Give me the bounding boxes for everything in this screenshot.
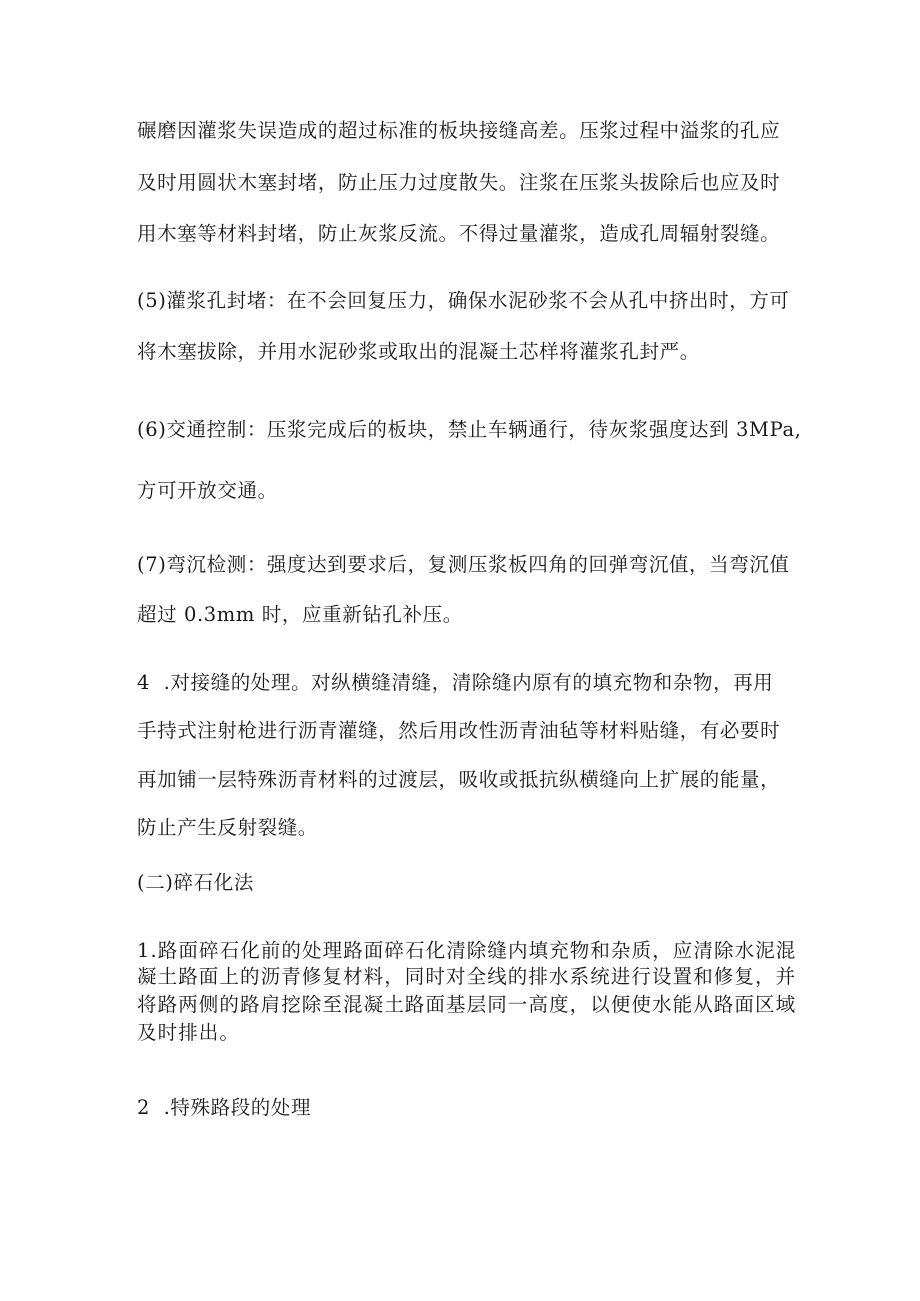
paragraph-line: (6)交通控制：压浆完成后的板块，禁止车辆通行，待灰浆强度达到 3MPa, xyxy=(137,418,802,441)
paragraph-line: 4 .对接缝的处理。对纵横缝清缝，清除缝内原有的填充物和杂物，再用 xyxy=(137,671,774,694)
paragraph-line: 用木塞等材料封堵，防止灰浆反流。不得过量灌浆，造成孔周辐射裂缝。 xyxy=(137,222,781,245)
paragraph-line: 碾磨因灌浆失误造成的超过标准的板块接缝高差。压浆过程中溢浆的孔应 xyxy=(137,119,781,142)
paragraph-line: 及时用圆状木塞封堵，防止压力过度散失。注浆在压浆头拔除后也应及时 xyxy=(137,171,781,194)
paragraph-line: 2 .特殊路段的处理 xyxy=(137,1096,312,1119)
paragraph-line: 将木塞拔除，并用水泥砂浆或取出的混凝土芯样将灌浆孔封严。 xyxy=(137,340,700,363)
paragraph-line: 将路两侧的路肩挖除至混凝土路面基层同一高度，以便使水能从路面区域 xyxy=(137,993,797,1016)
paragraph-line: 1.路面碎石化前的处理路面碎石化清除缝内填充物和杂质，应清除水泥混 xyxy=(137,939,797,962)
paragraph-line: 及时排出。 xyxy=(137,1021,241,1044)
paragraph-line: 方可开放交通。 xyxy=(137,479,278,502)
paragraph-line: 超过 0.3mm 时，应重新钻孔补压。 xyxy=(137,603,463,626)
paragraph-line: 防止产生反射裂缝。 xyxy=(137,816,318,839)
paragraph-line: 再加铺一层特殊沥青材料的过渡层，吸收或抵抗纵横缝向上扩展的能量， xyxy=(137,768,781,791)
section-heading: (二)碎石化法 xyxy=(137,871,254,894)
paragraph-line: 凝土路面上的沥青修复材料，同时对全线的排水系统进行设置和修复，并 xyxy=(137,965,797,988)
paragraph-line: (5)灌浆孔封堵：在不会回复压力，确保水泥砂浆不会从孔中挤出时，方可 xyxy=(137,289,790,312)
paragraph-line: (7)弯沉检测：强度达到要求后，复测压浆板四角的回弹弯沉值，当弯沉值 xyxy=(137,553,790,576)
paragraph-line: 手持式注射枪进行沥青灌缝，然后用改性沥青油毡等材料贴缝，有必要时 xyxy=(137,719,781,742)
